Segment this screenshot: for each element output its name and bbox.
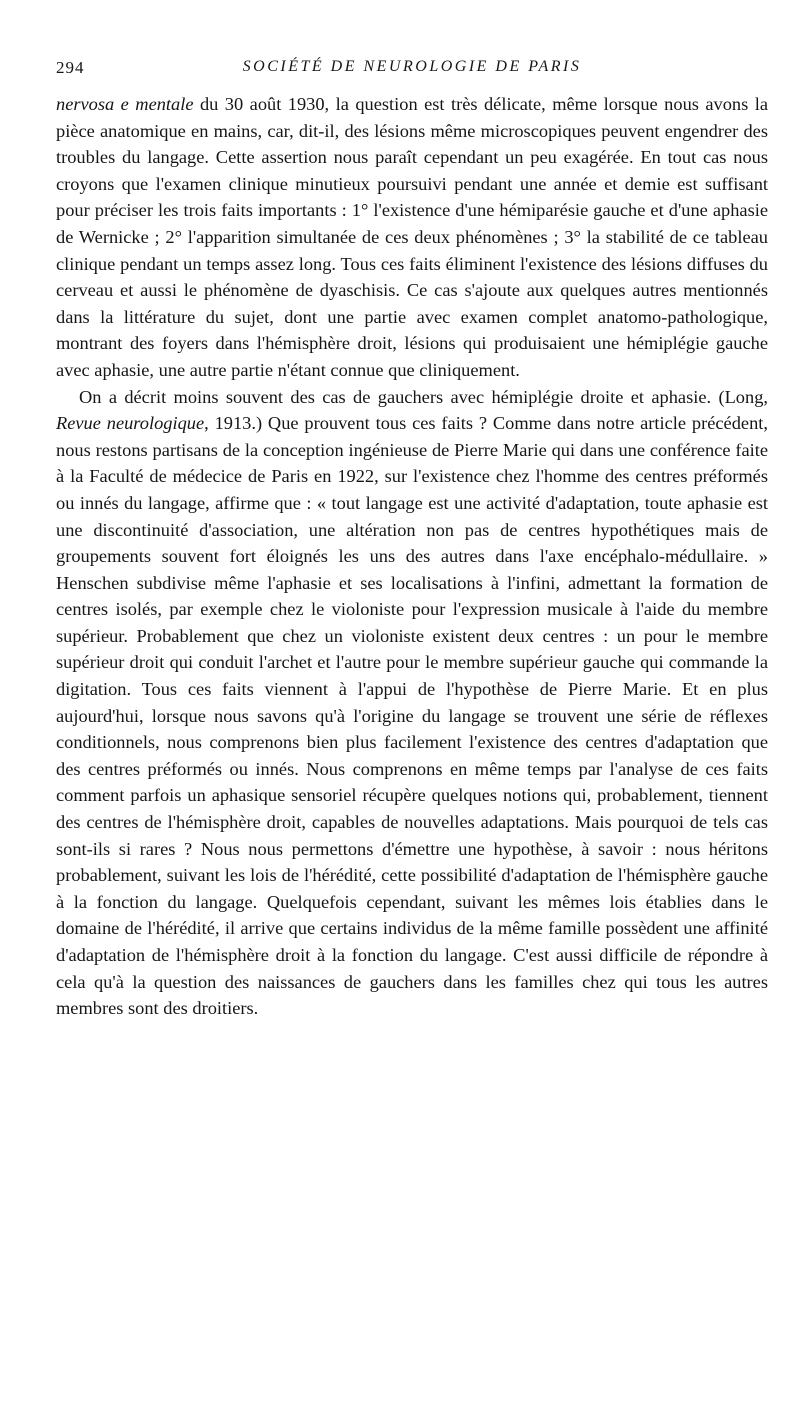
- page-header: [56, 58, 768, 80]
- paragraph-1-text: du 30 août 1930, la question est très délicate, même lorsque nous avons la pièce anatomique en mains, car, dit-il, des lésions même microscopiques peuvent engendrer des troubles du langage. Cette assertion nous paraît cependant un peu exagérée. En tout cas nous croyons que l'examen clinique minutieux poursuivi pendant une année et demie est suffisant pour préciser les trois faits importants : 1° l'existence d'une hémiparésie gauche et d'une aphasie de Wernicke ; 2° l'apparition simultanée de ces deux phénomènes ; 3° la stabilité de ce tableau clinique pendant un temps assez long. Tous ces faits éliminent l'existence des lésions diffuses du cerveau et aussi le phénomène de dyaschisis. Ce cas s'ajoute aux quelques autres mentionnés dans la littérature du sujet, dont une partie avec examen complet anatomo-pathologique, montrant des foyers dans l'hémisphère droit, lésions qui produisaient une hémiplégie gauche avec aphasie, une autre partie n'étant connue que cliniquement.: [56, 94, 768, 380]
- journal-title-italic: nervosa e mentale: [56, 94, 194, 114]
- page-number: 294: [56, 58, 85, 77]
- paragraph-1: [56, 91, 768, 384]
- paragraph-2-text-b: , 1913.) Que prouvent tous ces faits ? Comme dans notre article précédent, nous restons partisans de la conception ingénieuse de Pierre Marie qui dans une conférence faite à la Faculté de médecice de Paris en 1922, sur l'existence chez l'homme des centres préformés ou innés du langage, affirme que : « tout langage est une activité d'adaptation, toute aphasie est une discontinuité d'association, une altération non pas de centres hypothétiques mais de groupements souvent fort éloignés les uns des autres dans l'axe encéphalo-médullaire. » Henschen subdivise même l'aphasie et ses localisations à l'infini, admettant la formation de centres isolés, par exemple chez le violoniste pour l'expression musicale à l'aide du membre supérieur. Probablement que chez un violoniste existent deux centres : un pour le membre supérieur droit qui conduit l'archet et l'autre pour le membre supérieur gauche qui commande la digitation. Tous ces faits viennent à l'appui de l'hypothèse de Pierre Marie. Et en plus aujourd'hui, lorsque nous savons qu'à l'origine du langage se trouvent une série de réflexes conditionnels, nous comprenons bien plus facilement l'existence des centres d'adaptation que des centres préformés ou innés. Nous comprenons en même temps par l'analyse de ces faits comment parfois un aphasique sensoriel récupère quelques notions qui, probablement, tiennent des centres de l'hémisphère droit, capables de nouvelles adaptations. Mais pourquoi de tels cas sont-ils si rares ? Nous nous permettons d'émettre une hypothèse, à savoir : nous héritons probablement, suivant les lois de l'hérédité, cette possibilité d'adaptation de l'hémisphère gauche à la fonction du langage. Quelquefois cependant, suivant les mêmes lois établies dans le domaine de l'hérédité, il arrive que certains individus de la même famille possèdent une affinité d'adaptation de l'hémisphère droit à la fonction du langage. C'est aussi difficile de répondre à cela qu'à la question des naissances de gauchers dans les familles chez qui tous les autres membres sont des droitiers.: [56, 413, 768, 1019]
- paragraph-2: [56, 384, 768, 1022]
- running-head: SOCIÉTÉ DE NEUROLOGIE DE PARIS: [242, 58, 582, 75]
- journal-title-italic: Revue neurologique: [56, 413, 205, 434]
- body-text: [56, 91, 768, 1022]
- paragraph-2-text-a: On a décrit moins souvent des cas de gauchers avec hémiplégie droite et aphasie. (Long,: [79, 386, 768, 407]
